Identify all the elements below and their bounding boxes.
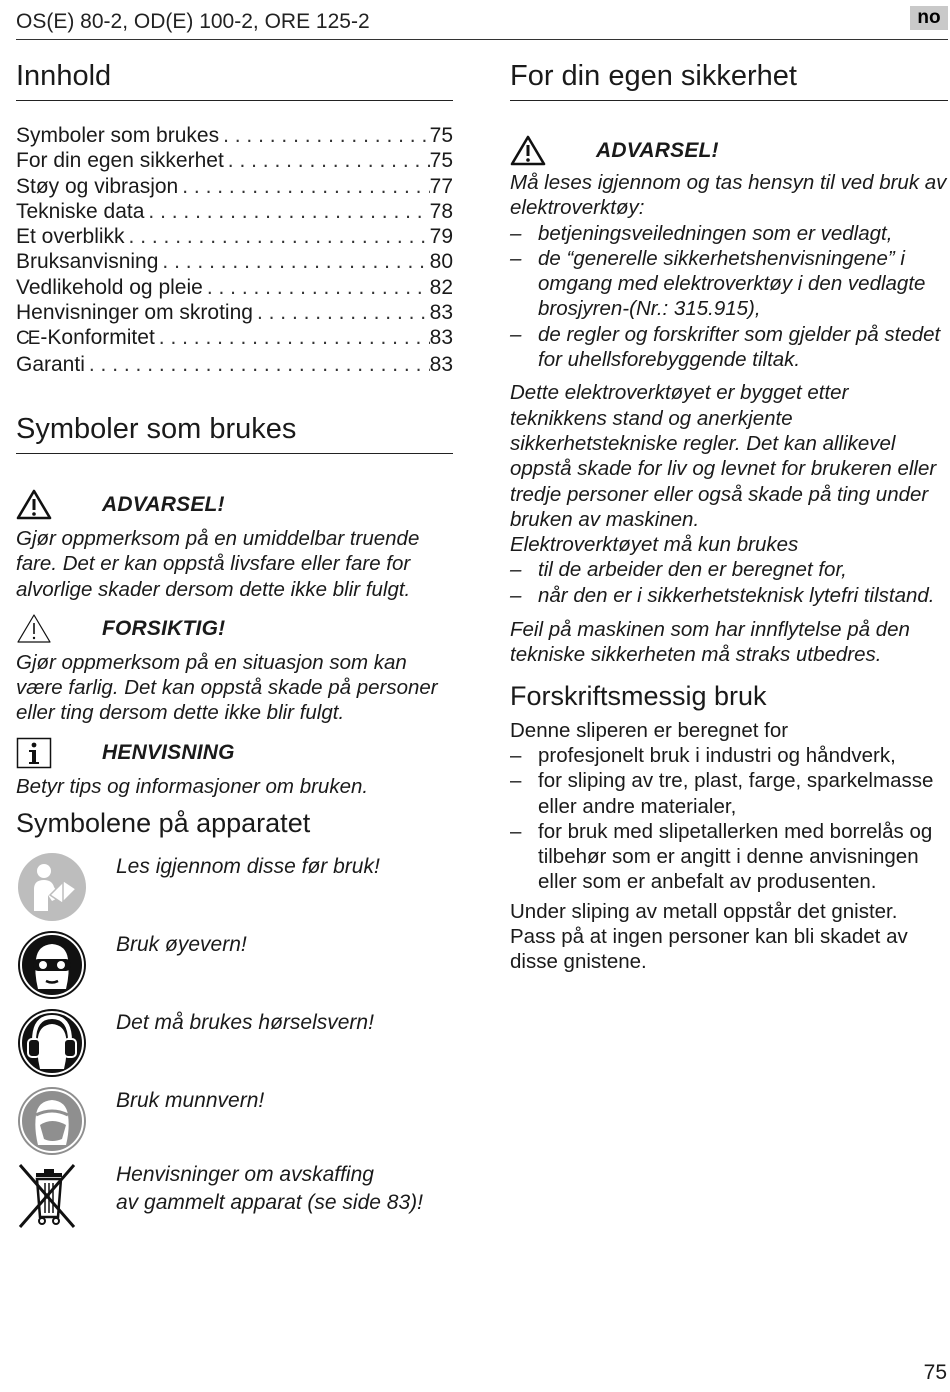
symbols-heading: Symboler som brukes (16, 411, 453, 454)
list-item: – de regler og forskrifter som gjelder på stedet for uhellsforebyggende tiltak. (510, 322, 948, 373)
device-symbol-text: Les igjennom disse før bruk! (116, 855, 380, 879)
list-item: – for sliping av tre, plast, farge, sparkelmasse eller andre materialer, (510, 768, 948, 819)
toc-row (16, 325, 453, 351)
safety-paragraph: Dette elektroverktøyet er bygget etter teknikkens stand og anerkjente sikkerhetstekniske regler. Det kan allikevel oppstå skade for liv og levnet for brukeren eller tredje personer eller også skade på ting under bruken av maskinen. (510, 381, 937, 531)
device-symbol-text: Bruk øyevern! (116, 933, 247, 957)
device-symbol-row (16, 1085, 453, 1157)
list-item: – de “generelle sikkerhetshenvisningene” i omgang med elektroverktøy i den vedlagte brosjyren-(Nr.: 315.915), (510, 246, 948, 322)
usage-outro: Under sliping av metall oppstår det gnister. Pass på at ingen personer kan bli skadet av disse gnistene. (510, 899, 908, 974)
toc-page: 75 (429, 124, 453, 147)
toc-page: 79 (429, 225, 453, 249)
device-symbol-text-group (116, 1161, 423, 1217)
warning-text: Gjør oppmerksom på en umiddelbar truende fare. Det er kan oppstå livsfare eller fare for alvorlige skader dersom dette ikke blir fulgt. (16, 526, 420, 601)
crossed-bin-icon (16, 1161, 88, 1233)
note-title: HENVISNING (102, 740, 235, 764)
toc-row (16, 300, 453, 325)
toc-row (16, 174, 453, 199)
toc-page: 78 (429, 199, 453, 223)
safety-list-2 (510, 557, 948, 608)
toc-label: Støy og vibrasjon (16, 174, 179, 198)
caution-triangle-icon (16, 613, 52, 645)
device-symbol-row (16, 851, 453, 923)
usage-intro: Denne sliperen er beregnet for (510, 718, 789, 742)
toc-label: Bruksanvisning (16, 250, 159, 274)
toc-page: 83 (429, 326, 453, 350)
toc-label: Henvisninger om skroting (16, 301, 253, 325)
device-symbol-text: Henvisninger om avskaffing (116, 1163, 374, 1187)
toc-page: 80 (429, 250, 453, 274)
device-symbols-heading: Symbolene på apparatet (16, 808, 311, 839)
toc-row (16, 275, 453, 300)
device-symbol-row (16, 929, 453, 1001)
toc-label: Garanti (16, 352, 85, 376)
device-symbol-row (16, 1161, 453, 1233)
table-of-contents (16, 123, 453, 377)
list-item: – når den er i sikkerhetsteknisk lytefri tilstand. (510, 583, 948, 608)
device-symbol-row (16, 1007, 453, 1079)
toc-row (16, 224, 453, 249)
list-item: – for bruk med slipetallerken med borrelås og tilbehør som er angitt i denne anvisningen eller som er anbefalt av produsenten. (510, 819, 948, 895)
warning-title: ADVARSEL! (102, 492, 225, 516)
list-item: – profesjonelt bruk i industri og håndverk, (510, 743, 948, 768)
mask-icon (16, 1085, 88, 1157)
safety-paragraph: Feil på maskinen som har innflytelse på den tekniske sikkerheten må straks utbedres. (510, 618, 910, 667)
warning-triangle-icon (510, 135, 546, 167)
usage-heading: Forskriftsmessig bruk (510, 680, 767, 711)
page-number: 75 (923, 1361, 947, 1384)
list-item: – til de arbeider den er beregnet for, (510, 557, 948, 582)
language-badge: no (910, 6, 948, 30)
safety-warning-row (510, 134, 948, 168)
device-symbol-text: Det må brukes hørselsvern! (116, 1011, 374, 1035)
left-column (16, 58, 453, 1233)
note-text: Betyr tips og informasjoner om bruken. (16, 774, 369, 798)
toc-page: 83 (429, 352, 453, 376)
safety-intro: Må leses igjennom og tas hensyn til ved bruk av elektroverktøy: (510, 171, 947, 220)
toc-label: Et overblikk (16, 225, 125, 249)
header-rule (16, 39, 948, 40)
caution-text: Gjør oppmerksom på en situasjon som kan være farlig. Det kan oppstå skade på personer eller ting dersom dette ikke blir fulgt. (16, 650, 438, 725)
toc-heading: Innhold (16, 58, 453, 101)
toc-label: Symboler som brukes (16, 124, 220, 147)
caution-symbol-row (16, 612, 453, 646)
toc-label: Tekniske data (16, 199, 145, 223)
warning-triangle-icon (16, 489, 52, 521)
safety-heading: For din egen sikkerhet (510, 58, 948, 101)
safety-warning-title: ADVARSEL! (596, 139, 719, 162)
toc-row (16, 249, 453, 274)
toc-row (16, 148, 453, 173)
info-icon (16, 737, 52, 769)
right-column (510, 58, 948, 975)
toc-page: 77 (429, 174, 453, 198)
ear-protection-icon (16, 1007, 88, 1079)
toc-page: 83 (429, 301, 453, 325)
eye-protection-icon (16, 929, 88, 1001)
note-symbol-row (16, 736, 453, 770)
toc-label: For din egen sikkerhet (16, 149, 224, 173)
toc-label: -Konformitet (40, 326, 155, 350)
toc-row (16, 199, 453, 224)
toc-row (16, 352, 453, 377)
toc-page: 82 (429, 275, 453, 299)
toc-page: 75 (429, 149, 453, 173)
toc-label: Vedlikehold og pleie (16, 275, 203, 299)
read-manual-icon (16, 851, 88, 923)
header-title: OS(E) 80-2, OD(E) 100-2, ORE 125-2 (16, 10, 370, 33)
list-item: – betjeningsveiledningen som er vedlagt, (510, 221, 948, 246)
ce-mark-icon: CE (16, 328, 39, 350)
device-symbol-text: Bruk munnvern! (116, 1089, 265, 1113)
safety-paragraph: Elektroverktøyet må kun brukes (510, 533, 799, 557)
caution-title: FORSIKTIG! (102, 616, 226, 640)
toc-row (16, 123, 453, 148)
device-symbol-text: av gammelt apparat (se side 83)! (116, 1191, 423, 1215)
safety-list-1 (510, 221, 948, 373)
usage-list (510, 743, 948, 895)
warning-symbol-row (16, 488, 453, 522)
